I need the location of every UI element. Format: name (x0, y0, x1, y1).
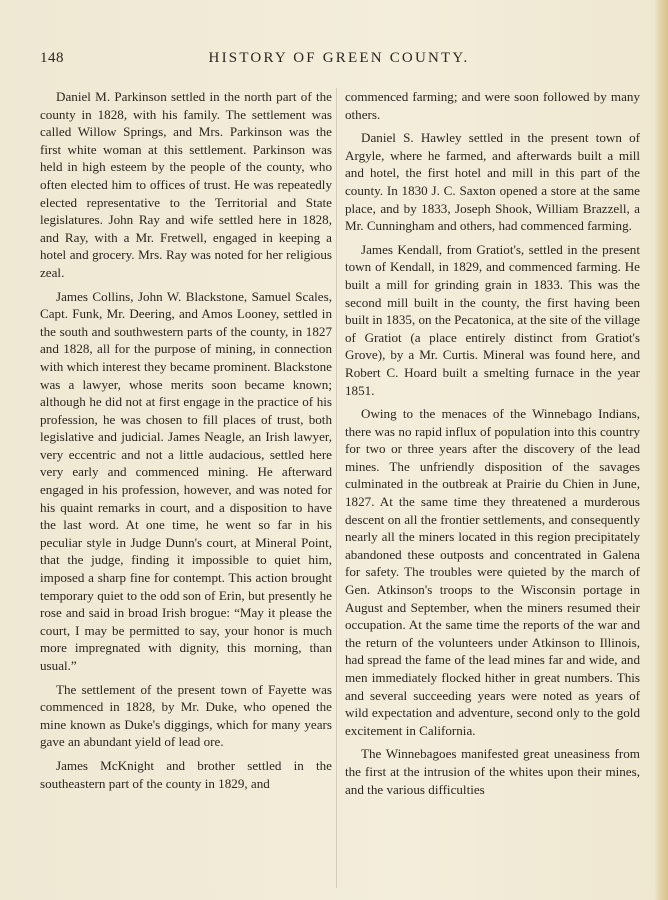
paragraph: The settlement of the present town of Fayette was commenced in 1828, by Mr. Duke, who opened the mine known as Duke's diggings, which for many years gave an abundant yield of lead ore. (40, 681, 332, 750)
paragraph-continuation: commenced farming; and were soon followed by many others. (345, 89, 640, 122)
left-column (40, 88, 332, 792)
right-column (345, 88, 640, 798)
column-gutter (336, 88, 337, 888)
paragraph: James McKnight and brother settled in the southeastern part of the county in 1829, and (40, 757, 332, 791)
page-edge (654, 0, 668, 900)
page-number: 148 (40, 50, 64, 66)
running-title: HISTORY OF GREEN COUNTY. (208, 50, 470, 66)
paragraph: James Kendall, from Gratiot's, settled in the present town of Kendall, in 1829, and commenced farming. He built a mill for grinding grain in 1833. This was the second mill built in the county, the first having been built in 1835, on the Pecatonica, at the site of the village of Gratiot (a place entirely distinct from Gratiot's Grove), by a Mr. Curtis. Mineral was found here, and Robert C. Hoard built a smelting furnace in the year 1851. (345, 241, 640, 398)
paragraph: Daniel S. Hawley settled in the present town of Argyle, where he farmed, and afterwards built a mill and hotel, the first hotel and mill in this part of the county. In 1830 J. C. Saxton opened a store at the same place, and by 1833, Joseph Shook, William Brazzell, a Mr. Cunningham and others, had commenced farming. (345, 130, 640, 234)
paragraph: James Collins, John W. Blackstone, Samuel Scales, Capt. Funk, Mr. Deering, and Amos Looney, settled in the south and southwestern parts of the county, in 1827 and 1828, all for the purpose of mining, in connection with which interest they became prominent. Blackstone was a lawyer, whose merits soon became known; although he did not at first engage in the practice of his profession, he was chosen to fill places of trust, both legislative and judicial. James Neagle, an Irish lawyer, very eccentric and not a little audacious, settled here very early and commenced mining. He afterward engaged in his profession, however, and was noted for his quaint remarks in court, and a disposition to have the last word. At one time, he went so far in his peculiar style in Judge Dunn's court, at Mineral Point, that the judge, finding it impossible to quiet him, imposed a sharp fine for contempt. This action brought temporary quiet to the odd son of Erin, but presently he rose and said in broad Irish brogue: “May it please the court, I may be permitted to say, your honor is much more impregnated with dignity, this morning, than usual.” (40, 288, 332, 673)
page-header (40, 50, 638, 76)
paragraph: Daniel M. Parkinson settled in the north part of the county in 1828, with his family. The settlement was called Willow Springs, and Mrs. Parkinson was the first white woman at this settlement. Parkinson was held in high esteem by the people of the county, who often elected him to offices of trust. He was repeatedly elected representative to the Territorial and State legislatures. John Ray and wife settled here in 1828, and Ray, with a Mr. Fretwell, engaged in keeping a hotel and grocery. Mrs. Ray was noted for her religious zeal. (40, 89, 332, 280)
paragraph: Owing to the menaces of the Winnebago Indians, there was no rapid influx of population into this country for two or three years after the discovery of the lead mines. The unfriendly disposition of the savages culminated in the outbreak at Prairie du Chien in June, 1827. At the same time they threatened a murderous descent on all the frontier settlements, and consequently nearly all the miners located in this region precipitately abandoned these outposts and concentrated in Galena for safety. The troubles were quieted by the march of Gen. Atkinson's troops to the Wisconsin portage in August and September, when the miners resumed their occupation. At the same time the reports of the war and the return of the volunteers under Atkinson to Illinois, had spread the fame of the lead mines far and wide, and men immediately flocked hither in great numbers. This and several succeeding years were noted as years of wild expectation and adventure, second only to the gold excitement in California. (345, 406, 640, 738)
paragraph: The Winnebagoes manifested great uneasiness from the first at the intrusion of the whites upon their mines, and the various difficulties (345, 746, 640, 797)
